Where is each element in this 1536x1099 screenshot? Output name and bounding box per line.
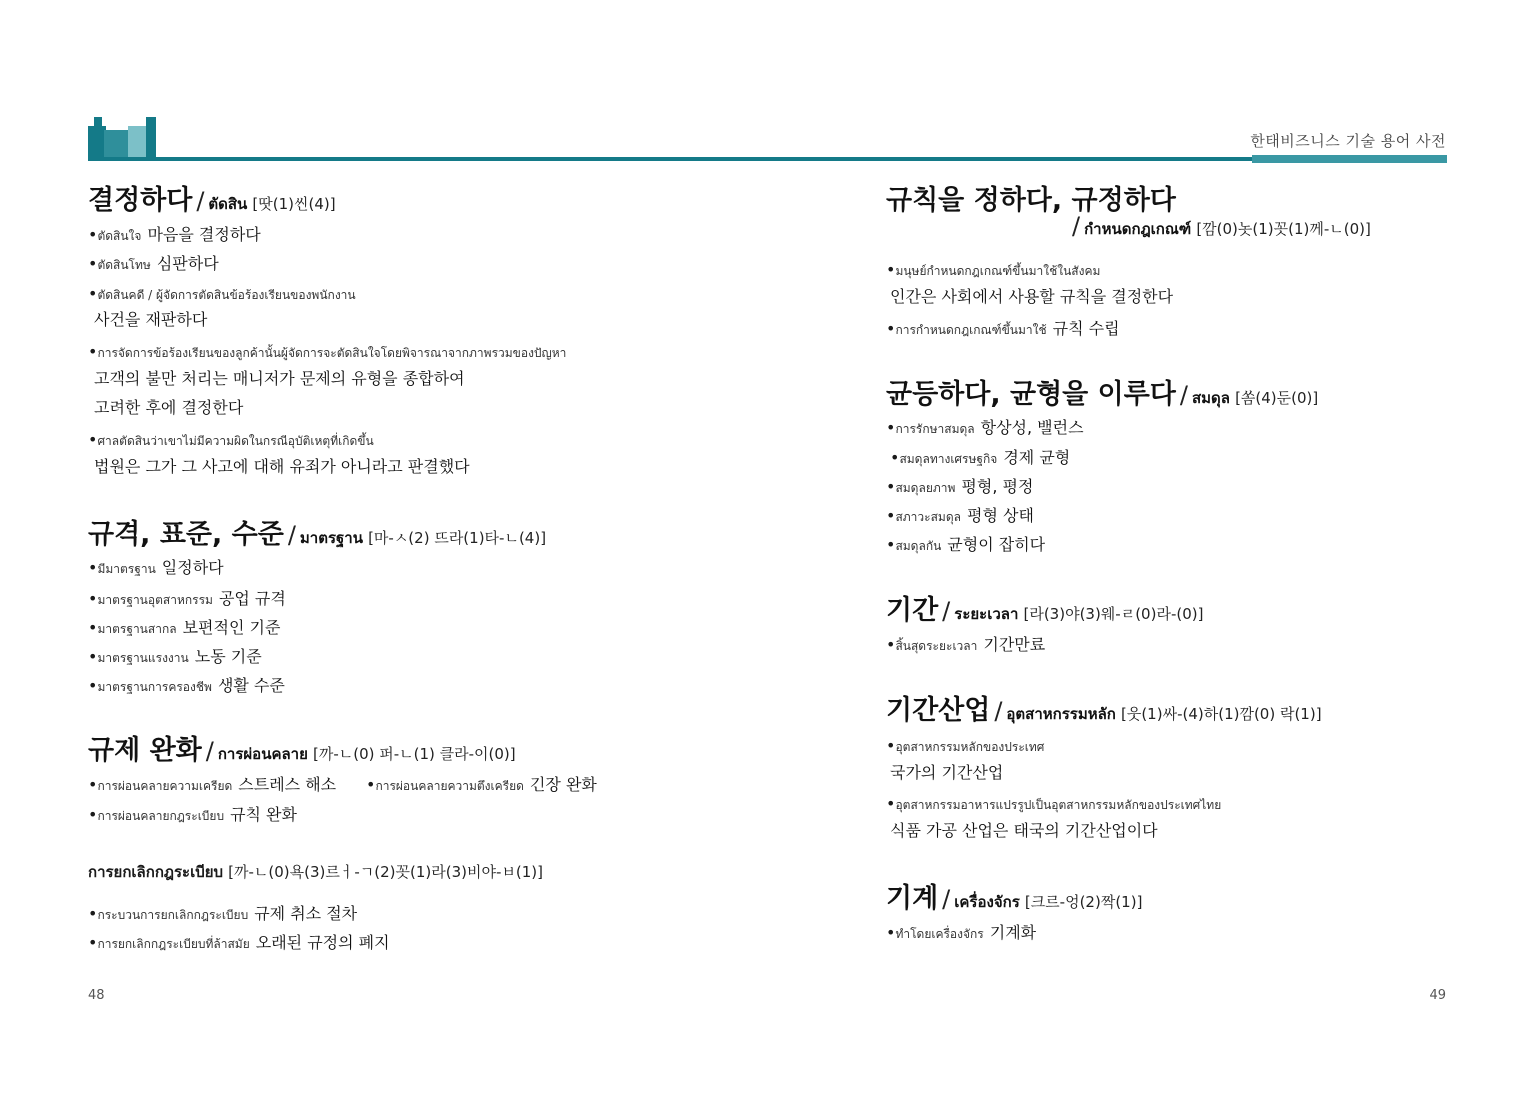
thai-term: การยกเลิกกฎระเบียบ xyxy=(88,863,224,881)
example: •การกำหนดกฎเกณฑ์ขึ้นมาใช้ 규칙 수립 xyxy=(886,319,1120,338)
example-translation: 식품 가공 산업은 태국의 기간산업이다 xyxy=(890,821,1158,840)
headword: 결정하다 xyxy=(88,185,193,216)
example: •มาตรฐานการครองชีพ 생활 수준 xyxy=(88,676,285,695)
pronunciation: [땃(1)씬(4)] xyxy=(252,195,336,213)
example-translation: 법원은 그가 그 사고에 대해 유죄가 아니라고 판결했다 xyxy=(94,457,470,476)
example: •ตัดสินโทษ 심판하다 xyxy=(88,254,219,273)
headword: 기간 xyxy=(886,595,939,626)
entry-heading: 기간산업 / อุตสาหกรรมหลัก [웃(1)싸-(4)하(1)깜(0) 락(1)] xyxy=(886,695,1322,726)
headword: 규칙을 정하다, 규정하다 xyxy=(886,185,1176,216)
headword: 균등하다, 균형을 이루다 xyxy=(886,379,1176,410)
example: •สภาวะสมดุล 평형 상태 xyxy=(886,506,1034,525)
thai-term: ตัดสิน xyxy=(208,195,248,213)
header-title-bar xyxy=(1252,155,1447,163)
thai-term: สมดุล xyxy=(1191,389,1230,407)
header-rule xyxy=(88,157,1447,161)
pronunciation: [마-ㅅ(2) 뜨라(1)타-ㄴ(4)] xyxy=(368,529,547,547)
page-number-right: 49 xyxy=(1429,988,1446,1003)
example: •มาตรฐานแรงงาน 노동 기준 xyxy=(88,647,262,666)
example: •มีมาตรฐาน 일정하다 xyxy=(88,558,224,577)
example: •การผ่อนคลายกฎระเบียบ 규칙 완화 xyxy=(88,805,297,824)
example-translation: 고객의 불만 처리는 매니저가 문제의 유형을 종합하여 xyxy=(94,369,465,388)
example: •การยกเลิกกฎระเบียบที่ล้าสมัย 오래된 규정의 폐지 xyxy=(88,933,390,952)
example: •กระบวนการยกเลิกกฎระเบียบ 규제 취소 절차 xyxy=(88,904,358,923)
thai-term: เครื่องจักร xyxy=(954,893,1020,911)
entry-heading: 기계 / เครื่องจักร [크르-엉(2)짝(1)] xyxy=(886,883,1143,914)
thai-term: อุตสาหกรรมหลัก xyxy=(1006,705,1116,723)
pronunciation: [크르-엉(2)짝(1)] xyxy=(1024,893,1143,911)
example: •ตัดสินคดี / ผู้จัดการตัดสินข้อร้องเรียนของพนักงาน xyxy=(88,284,356,303)
entry-heading: 결정하다 / ตัดสิน [땃(1)씬(4)] xyxy=(88,185,336,216)
example: •ตัดสินใจ 마음을 결정하다 xyxy=(88,225,261,244)
example: •สมดุลยภาพ 평형, 평정 xyxy=(886,477,1034,496)
thai-term: กำหนดกฎเกณฑ์ xyxy=(1084,220,1192,238)
pronunciation: [웃(1)싸-(4)하(1)깜(0) 락(1)] xyxy=(1120,705,1322,723)
entry-heading: 규제 완화 / การผ่อนคลาย [까-ㄴ(0) 퍼-ㄴ(1) 클라-이(0)] xyxy=(88,735,516,766)
sub-entry-heading xyxy=(88,860,543,884)
thai-term: มาตรฐาน xyxy=(299,529,363,547)
book-logo xyxy=(88,117,160,158)
example: •สิ้นสุดระยะเวลา 기간만료 xyxy=(886,635,1046,654)
example: •มาตรฐานสากล 보편적인 기준 xyxy=(88,618,281,637)
example-translation: 인간은 사회에서 사용할 규칙을 결정한다 xyxy=(890,287,1174,306)
example: •การผ่อนคลายความเครียด 스트레스 해소 xyxy=(88,775,337,794)
example-translation: 사건을 재판하다 xyxy=(94,310,208,329)
entry-heading: 규격, 표준, 수준 / มาตรฐาน [마-ㅅ(2) 뜨라(1)타-ㄴ(4)] xyxy=(88,519,547,550)
entry-heading-cont: / กำหนดกฎเกณฑ์ [깜(0)놋(1)꼿(1)께-ㄴ(0)] xyxy=(1072,212,1371,240)
example: •มาตรฐานอุตสาหกรรม 공업 규격 xyxy=(88,589,286,608)
thai-term: ระยะเวลา xyxy=(954,605,1019,623)
page-number-left: 48 xyxy=(88,988,105,1003)
pronunciation: [깜(0)놋(1)꼿(1)께-ㄴ(0)] xyxy=(1196,220,1371,238)
headword: 규제 완화 xyxy=(88,735,202,766)
example-translation: 고려한 후에 결정한다 xyxy=(94,398,244,417)
headword: 기간산업 xyxy=(886,695,991,726)
example: •การผ่อนคลายความตึงเครียด 긴장 완화 xyxy=(366,775,597,794)
example-translation: 국가의 기간산업 xyxy=(890,763,1004,782)
headword: 규격, 표준, 수준 xyxy=(88,519,284,550)
example: •การจัดการข้อร้องเรียนของลูกค้านั้นผู้จัดการจะตัดสินใจโดยพิจารณาจากภาพรวมของปัญหา xyxy=(88,342,567,361)
example: •สมดุลทางเศรษฐกิจ 경제 균형 xyxy=(890,448,1071,467)
headword: 기계 xyxy=(886,883,939,914)
example: •ศาลตัดสินว่าเขาไม่มีความผิดในกรณีอุบัติเหตุที่เกิดขึ้น xyxy=(88,430,374,449)
entry-heading: 기간 / ระยะเวลา [라(3)야(3)웨-ㄹ(0)라-(0)] xyxy=(886,595,1204,626)
example: •ทำโดยเครื่องจักร 기계화 xyxy=(886,923,1037,942)
example: •สมดุลกัน 균형이 잡히다 xyxy=(886,535,1046,554)
entry-heading: 균등하다, 균형을 이루다 / สมดุล [쏨(4)둔(0)] xyxy=(886,379,1319,410)
pronunciation: [라(3)야(3)웨-ㄹ(0)라-(0)] xyxy=(1023,605,1204,623)
example: •อุตสาหกรรมหลักของประเทศ xyxy=(886,736,1045,755)
thai-term: การผ่อนคลาย xyxy=(217,745,308,763)
pronunciation: [쏨(4)둔(0)] xyxy=(1235,389,1319,407)
example: •มนุษย์กำหนดกฎเกณฑ์ขึ้นมาใช้ในสังคม xyxy=(886,260,1101,279)
book-title: 한태비즈니스 기술 용어 사전 xyxy=(1250,132,1446,150)
example: •อุตสาหกรรมอาหารแปรรูปเป็นอุตสาหกรรมหลักของประเทศไทย xyxy=(886,794,1222,813)
pronunciation: [까-ㄴ(0) 퍼-ㄴ(1) 클라-이(0)] xyxy=(312,745,516,763)
pronunciation: [까-ㄴ(0)욕(3)르ㅓ-ㄱ(2)꼿(1)라(3)비야-ㅂ(1)] xyxy=(228,863,543,881)
example: •การรักษาสมดุล 항상성, 밸런스 xyxy=(886,418,1084,437)
